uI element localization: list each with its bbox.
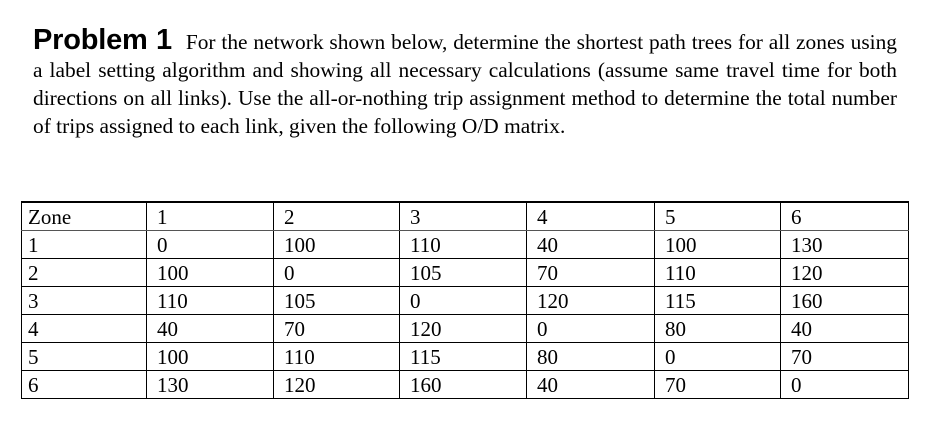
table-cell: 105 [274,287,400,315]
table-cell: 120 [400,315,527,343]
problem-statement [33,26,897,140]
zone-cell: 6 [22,371,147,399]
zone-cell: 4 [22,315,147,343]
table-cell: 0 [781,371,909,399]
header-cell: 4 [527,202,655,231]
table-cell: 110 [400,231,527,259]
table-header-row [22,202,909,231]
header-cell: Zone [22,202,147,231]
table-cell: 70 [655,371,781,399]
table-cell: 0 [655,343,781,371]
header-cell: 1 [147,202,274,231]
table-cell: 80 [655,315,781,343]
table-cell: 100 [147,259,274,287]
header-cell: 2 [274,202,400,231]
table-row [22,231,909,259]
table-cell: 100 [147,343,274,371]
zone-cell: 5 [22,343,147,371]
table-row [22,343,909,371]
table-cell: 120 [274,371,400,399]
od-matrix-table [21,201,909,399]
table-cell: 110 [147,287,274,315]
header-cell: 5 [655,202,781,231]
table-row [22,315,909,343]
table-cell: 70 [527,259,655,287]
table-row [22,287,909,315]
table-cell: 0 [400,287,527,315]
header-cell: 6 [781,202,909,231]
table-cell: 0 [147,231,274,259]
zone-cell: 1 [22,231,147,259]
problem-text: For the network shown below, determine the shortest path trees for all zones using a label setting algorithm and showing all necessary calculations (assume same travel time for both directions on all links). Use the all-or-nothing trip assignment method to determine the total number of trips assigned to each link, given the following O/D matrix. [33,30,897,138]
zone-cell: 3 [22,287,147,315]
table-cell: 40 [527,371,655,399]
table-cell: 0 [527,315,655,343]
table-cell: 120 [527,287,655,315]
table-cell: 100 [655,231,781,259]
table-row [22,371,909,399]
table-cell: 80 [527,343,655,371]
table-cell: 110 [655,259,781,287]
table-cell: 100 [274,231,400,259]
table-cell: 130 [781,231,909,259]
table-cell: 130 [147,371,274,399]
table-cell: 105 [400,259,527,287]
table-cell: 40 [781,315,909,343]
zone-cell: 2 [22,259,147,287]
table-cell: 115 [655,287,781,315]
table-cell: 40 [147,315,274,343]
table-cell: 40 [527,231,655,259]
table-row [22,259,909,287]
table-cell: 160 [781,287,909,315]
table-cell: 110 [274,343,400,371]
table-cell: 70 [274,315,400,343]
table-cell: 115 [400,343,527,371]
problem-title: Problem 1 [33,24,172,56]
table-cell: 120 [781,259,909,287]
table-cell: 70 [781,343,909,371]
header-cell: 3 [400,202,527,231]
table-cell: 160 [400,371,527,399]
table-cell: 0 [274,259,400,287]
